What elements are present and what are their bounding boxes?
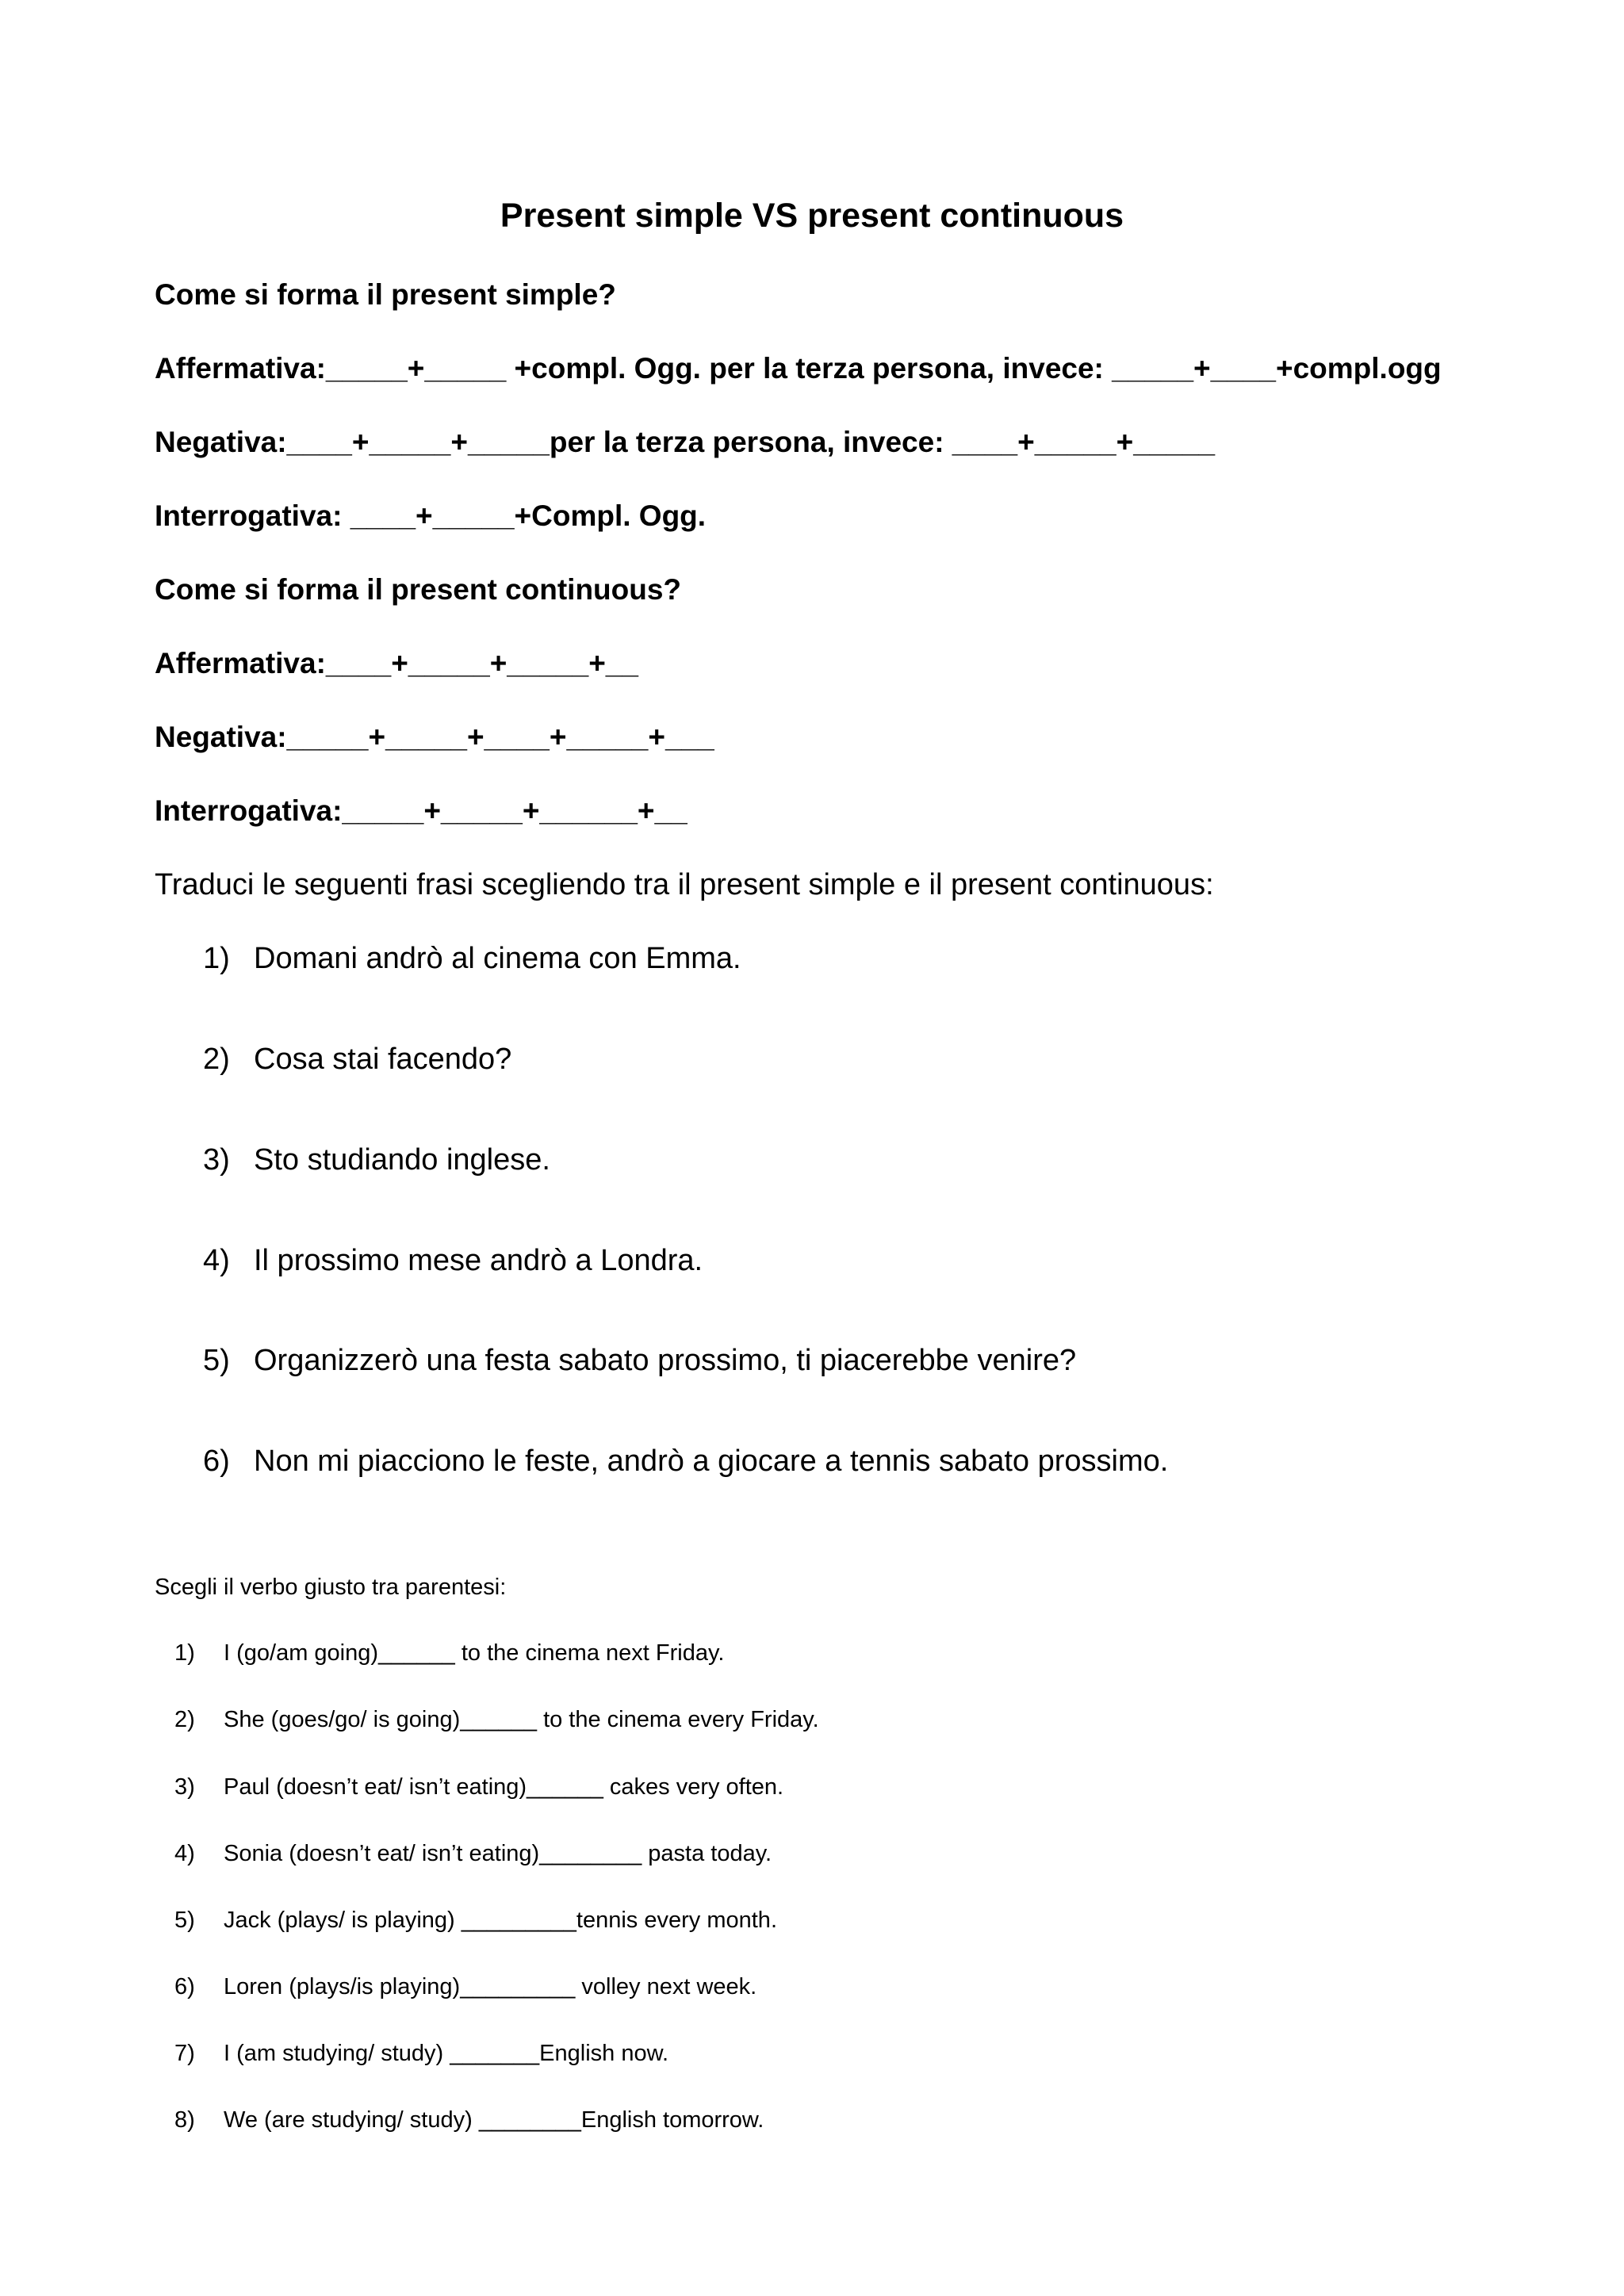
translation-item-number: 6) (203, 1445, 230, 1478)
choose-verb-item-text: I (am studying/ study) _______English now. (224, 2041, 668, 2066)
translation-item-number: 1) (203, 942, 230, 975)
translation-item-text: Domani andrò al cinema con Emma. (254, 942, 741, 975)
translation-item-text: Non mi piacciono le feste, andrò a giocare a tennis sabato prossimo. (254, 1445, 1169, 1478)
choose-verb-item-text: Sonia (doesn’t eat/ isn’t eating)________ pasta today. (224, 1841, 772, 1866)
choose-verb-item-number: 3) (174, 1774, 195, 1800)
translation-item-text: Sto studiando inglese. (254, 1143, 550, 1177)
present-continuous-interrogativa: Interrogativa:_____+_____+______+__ (155, 794, 688, 827)
choose-verb-item-text: Paul (doesn’t eat/ isn’t eating)______ cakes very often. (224, 1774, 784, 1800)
translation-item-text: Il prossimo mese andrò a Londra. (254, 1244, 703, 1277)
choose-verb-item-number: 8) (174, 2107, 195, 2133)
choose-verb-item-number: 4) (174, 1841, 195, 1866)
translation-item (203, 1441, 1168, 1481)
present-continuous-negativa: Negativa:_____+_____+____+_____+___ (155, 721, 714, 753)
choose-verb-item-text: She (goes/go/ is going)______ to the cinema every Friday. (224, 1707, 819, 1732)
choose-verb-item (174, 2104, 764, 2136)
translation-item-number: 2) (203, 1043, 230, 1076)
choose-verb-item-number: 7) (174, 2041, 195, 2066)
choose-verb-item-text: Loren (plays/is playing)_________ volley next week. (224, 1974, 757, 1999)
choose-verb-item (174, 1771, 783, 1803)
translation-item (203, 1241, 703, 1280)
choose-verb-item (174, 1904, 777, 1936)
translation-item-text: Organizzerò una festa sabato prossimo, ti piacerebbe venire? (254, 1344, 1077, 1377)
present-simple-interrogativa: Interrogativa: ____+_____+Compl. Ogg. (155, 499, 707, 532)
choose-verb-instruction: Scegli il verbo giusto tra parentesi: (155, 1575, 507, 1600)
present-simple-negativa: Negativa:____+_____+_____per la terza persona, invece: ____+_____+_____ (155, 426, 1216, 458)
choose-verb-item-number: 6) (174, 1974, 195, 1999)
choose-verb-item-number: 5) (174, 1908, 195, 1933)
present-simple-affermativa: Affermativa:_____+_____ +compl. Ogg. per la terza persona, invece: _____+____+compl.ogg (155, 352, 1442, 385)
present-continuous-question: Come si forma il present continuous? (155, 573, 682, 606)
translation-instruction: Traduci le seguenti frasi scegliendo tra il present simple e il present continuous: (155, 868, 1214, 901)
choose-verb-item-number: 2) (174, 1707, 195, 1732)
translation-item (203, 1039, 511, 1079)
translation-item-number: 5) (203, 1344, 230, 1377)
choose-verb-item-text: We (are studying/ study) ________English tomorrow. (224, 2107, 764, 2133)
choose-verb-item (174, 1704, 819, 1735)
translation-item-number: 4) (203, 1244, 230, 1277)
translation-item-text: Cosa stai facendo? (254, 1043, 512, 1076)
translation-item-number: 3) (203, 1143, 230, 1177)
choose-verb-item-text: Jack (plays/ is playing) _________tennis every month. (224, 1908, 777, 1933)
choose-verb-item (174, 2038, 668, 2069)
translation-item (203, 939, 741, 978)
choose-verb-item (174, 1971, 756, 2003)
translation-item (203, 1140, 550, 1180)
translation-item (203, 1341, 1076, 1380)
present-simple-question: Come si forma il present simple? (155, 278, 616, 311)
choose-verb-item-number: 1) (174, 1640, 195, 1666)
choose-verb-item (174, 1637, 724, 1669)
present-continuous-affermativa: Affermativa:____+_____+_____+__ (155, 647, 638, 679)
choose-verb-item (174, 1838, 772, 1869)
page-title: Present simple VS present continuous (500, 197, 1124, 235)
choose-verb-item-text: I (go/am going)______ to the cinema next Friday. (224, 1640, 725, 1666)
